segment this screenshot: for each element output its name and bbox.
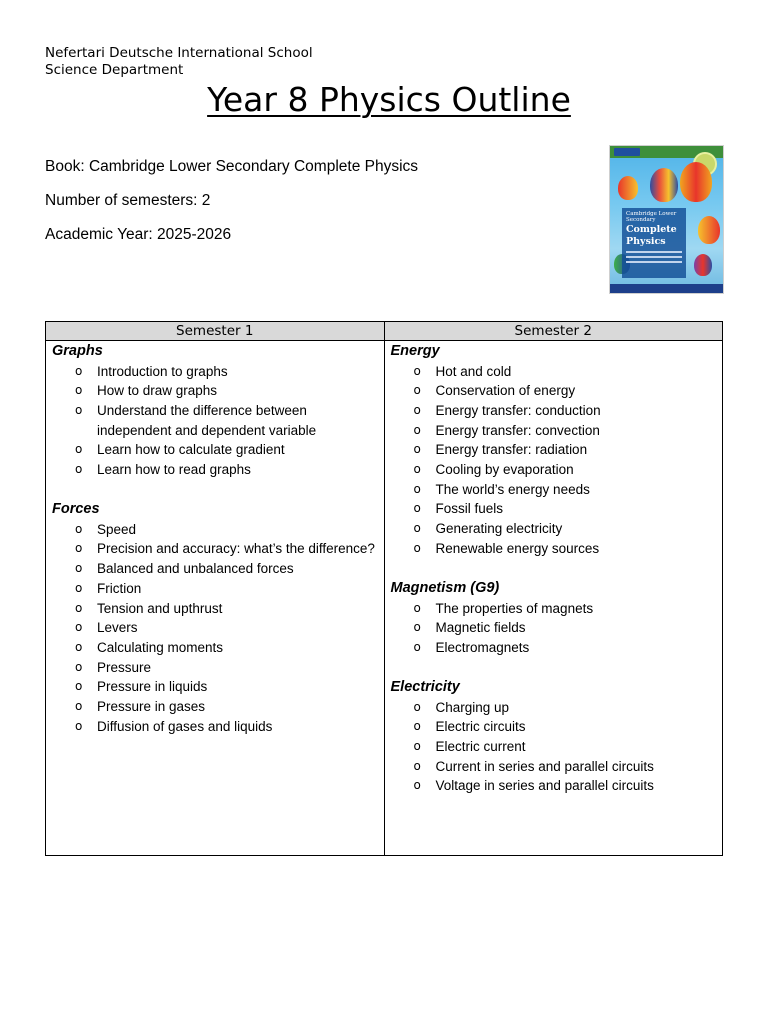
list-item <box>75 440 378 460</box>
list-item-text: Energy transfer: convection <box>435 422 600 438</box>
department-name: Science Department <box>45 62 184 78</box>
cover-title-panel <box>622 208 686 278</box>
list-item-text: Learn how to calculate gradient <box>97 442 285 458</box>
table-row <box>46 341 723 856</box>
hot-air-balloon-icon <box>680 162 712 202</box>
list-item-text: Pressure <box>97 659 152 675</box>
list-item-text: Balanced and unbalanced forces <box>97 561 294 577</box>
bullet-icon: o <box>413 501 421 516</box>
bullet-icon: o <box>75 718 83 733</box>
list-item <box>413 638 717 658</box>
semester-1-cell <box>46 341 385 856</box>
list-item <box>413 717 717 737</box>
list-item <box>413 599 717 619</box>
list-item <box>413 618 717 638</box>
list-item-text: Calculating moments <box>97 639 224 655</box>
school-header <box>45 45 313 79</box>
list-item <box>413 421 717 441</box>
bullet-icon: o <box>413 422 421 437</box>
bullet-icon: o <box>75 383 83 398</box>
list-item <box>75 559 378 579</box>
list-item <box>75 579 378 599</box>
list-item-text: Pressure in liquids <box>97 679 208 695</box>
list-item-text: Introduction to graphs <box>97 363 228 379</box>
list-item <box>75 697 378 717</box>
table-header-row <box>46 322 723 341</box>
bullet-icon: o <box>413 620 421 635</box>
list-item <box>413 698 717 718</box>
list-item-text: Learn how to read graphs <box>97 462 251 478</box>
bullet-icon: o <box>75 620 83 635</box>
list-item-text: Cooling by evaporation <box>435 462 574 478</box>
list-item <box>413 499 717 519</box>
list-item-text: Renewable energy sources <box>435 540 600 556</box>
section-spacer <box>52 480 378 500</box>
section-spacer <box>391 559 717 579</box>
bullet-icon: o <box>413 639 421 654</box>
page-title <box>0 80 768 120</box>
list-item-text: Electromagnets <box>435 639 530 655</box>
bullet-icon: o <box>75 363 83 378</box>
bullet-icon: o <box>75 462 83 477</box>
list-item <box>413 519 717 539</box>
topic-list <box>52 520 378 737</box>
bullet-icon: o <box>75 442 83 457</box>
list-item <box>75 658 378 678</box>
bullet-icon: o <box>413 699 421 714</box>
topic-list <box>391 362 717 559</box>
list-item <box>413 539 717 559</box>
list-item <box>413 480 717 500</box>
bullet-icon: o <box>75 580 83 595</box>
school-name: Nefertari Deutsche International School <box>45 45 313 61</box>
bullet-icon: o <box>75 561 83 576</box>
topic-list <box>391 698 717 797</box>
list-item-text: Diffusion of gases and liquids <box>97 718 273 734</box>
topic-list <box>52 362 378 480</box>
cover-bottom-bar <box>610 284 723 293</box>
list-item-text: Hot and cold <box>435 363 512 379</box>
list-item <box>75 717 378 737</box>
list-item-text: How to draw graphs <box>97 383 218 399</box>
list-item <box>413 362 717 382</box>
page-title-text: Year 8 Physics Outline <box>207 80 571 119</box>
bullet-icon: o <box>413 521 421 536</box>
bullet-icon: o <box>413 383 421 398</box>
list-item <box>75 599 378 619</box>
bullet-icon: o <box>413 540 421 555</box>
hot-air-balloon-icon <box>650 168 678 202</box>
list-item-text: Energy transfer: conduction <box>435 402 601 418</box>
bullet-icon: o <box>413 719 421 734</box>
cover-title-line1: Complete <box>626 224 677 235</box>
list-item <box>75 381 378 401</box>
list-item <box>75 677 378 697</box>
bullet-icon: o <box>413 462 421 477</box>
bullet-icon: o <box>413 363 421 378</box>
list-item-text: The world’s energy needs <box>435 481 590 497</box>
hot-air-balloon-icon <box>618 176 638 200</box>
bullet-icon: o <box>75 659 83 674</box>
list-item-text: Charging up <box>435 699 510 715</box>
hot-air-balloon-icon <box>698 216 720 244</box>
bullet-icon: o <box>75 699 83 714</box>
bullet-icon: o <box>75 541 83 556</box>
bullet-icon: o <box>413 600 421 615</box>
list-item-text: Precision and accuracy: what’s the difference? <box>97 541 375 557</box>
list-item-text: Generating electricity <box>435 521 563 537</box>
bullet-icon: o <box>75 600 83 615</box>
list-item-text: Current in series and parallel circuits <box>435 758 654 774</box>
academic-year-info: Academic Year: 2025-2026 <box>45 226 232 243</box>
list-item <box>75 539 378 559</box>
section-title: Graphs <box>52 343 103 359</box>
list-item <box>413 440 717 460</box>
list-item-text: Magnetic fields <box>435 620 526 636</box>
list-item <box>75 401 378 440</box>
bullet-icon: o <box>413 758 421 773</box>
bullet-icon: o <box>413 442 421 457</box>
cover-title-line2: Physics <box>626 236 666 247</box>
section-title: Energy <box>390 343 440 359</box>
section-title: Electricity <box>390 679 460 696</box>
bullet-icon: o <box>413 481 421 496</box>
column-header-semester-2: Semester 2 <box>384 322 723 341</box>
list-item <box>413 401 717 421</box>
list-item-text: Speed <box>97 521 137 537</box>
bullet-icon: o <box>413 739 421 754</box>
list-item-text: Tension and upthrust <box>97 600 223 616</box>
cover-series: Cambridge Lower Secondary <box>626 211 677 223</box>
list-item-text: Voltage in series and parallel circuits <box>435 778 654 794</box>
outline-table <box>45 321 723 856</box>
topic-list <box>391 599 717 658</box>
list-item-text: Conservation of energy <box>435 383 576 399</box>
list-item-text: Electric current <box>435 739 526 755</box>
section-title: Forces <box>52 501 100 518</box>
list-item-text: Levers <box>97 620 138 636</box>
list-item-text: Energy transfer: radiation <box>435 442 588 458</box>
list-item <box>413 381 717 401</box>
list-item <box>75 638 378 658</box>
bullet-icon: o <box>75 639 83 654</box>
semester-2-cell <box>384 341 723 856</box>
cover-author-lines <box>626 251 682 263</box>
list-item <box>413 776 717 796</box>
section-title: Magnetism (G9) <box>390 580 500 597</box>
bullet-icon: o <box>413 402 421 417</box>
book-info: Book: Cambridge Lower Secondary Complete Physics <box>45 158 419 175</box>
list-item <box>75 362 378 382</box>
list-item-text: Fossil fuels <box>435 501 504 517</box>
column-header-semester-1: Semester 1 <box>46 322 385 341</box>
list-item-text: The properties of magnets <box>435 600 594 616</box>
list-item <box>75 520 378 540</box>
list-item <box>75 460 378 480</box>
list-item-text: Electric circuits <box>435 719 526 735</box>
list-item <box>413 757 717 777</box>
book-cover-image <box>610 146 723 293</box>
semesters-info: Number of semesters: 2 <box>45 192 211 209</box>
list-item <box>413 460 717 480</box>
hot-air-balloon-icon <box>694 254 712 276</box>
list-item <box>413 737 717 757</box>
list-item <box>75 618 378 638</box>
oxford-logo <box>614 148 640 156</box>
bullet-icon: o <box>75 679 83 694</box>
bullet-icon: o <box>75 402 83 417</box>
bullet-icon: o <box>413 778 421 793</box>
section-spacer <box>391 658 717 678</box>
list-item-text: Friction <box>97 580 142 596</box>
list-item-text: Pressure in gases <box>97 699 206 715</box>
bullet-icon: o <box>75 521 83 536</box>
list-item-text: Understand the difference between independent and dependent variable <box>97 402 317 438</box>
